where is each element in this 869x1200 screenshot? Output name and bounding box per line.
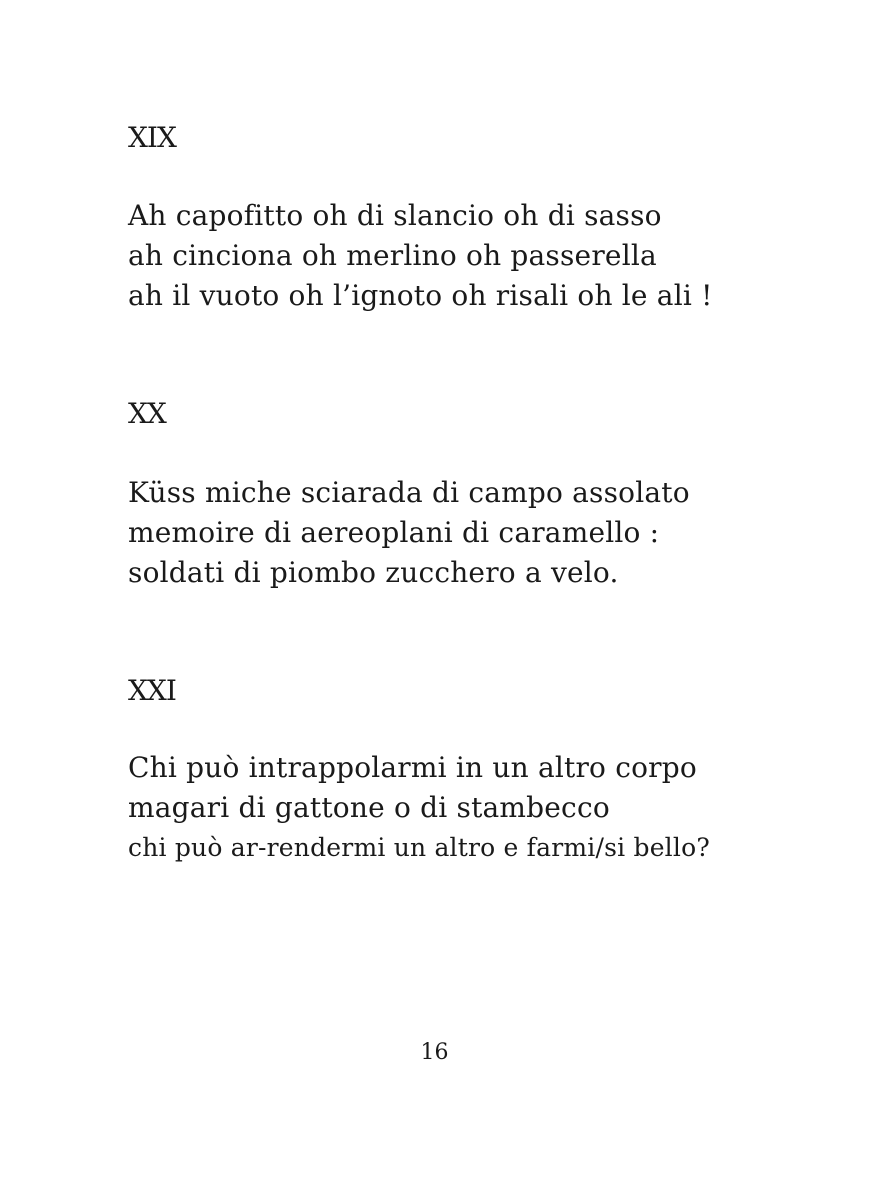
page-number: 16 xyxy=(420,1040,449,1065)
poem-stanza-xx xyxy=(128,473,690,593)
poem-stanza-xxi xyxy=(128,748,710,868)
poem-numeral-xix: XIX xyxy=(128,121,176,154)
verse-line: ah il vuoto oh l’ignoto oh risali oh le ali ! xyxy=(128,279,713,312)
verse-line: soldati di piombo zucchero a velo. xyxy=(128,556,619,589)
poem-numeral-xx: XX xyxy=(128,397,166,430)
poem-stanza-xix xyxy=(128,196,713,316)
verse-line: Ah capofitto oh di slancio oh di sasso xyxy=(128,199,662,232)
verse-line: Chi può intrappolarmi in un altro corpo xyxy=(128,751,697,784)
verse-line: chi può ar-rendermi un altro e farmi/si bello? xyxy=(128,833,710,862)
verse-line: Küss miche sciarada di campo assolato xyxy=(128,476,690,509)
verse-line: magari di gattone o di stambecco xyxy=(128,791,610,824)
verse-line: ah cinciona oh merlino oh passerella xyxy=(128,239,657,272)
poem-numeral-xxi: XXI xyxy=(128,674,176,707)
verse-line: memoire di aereoplani di caramello : xyxy=(128,516,660,549)
